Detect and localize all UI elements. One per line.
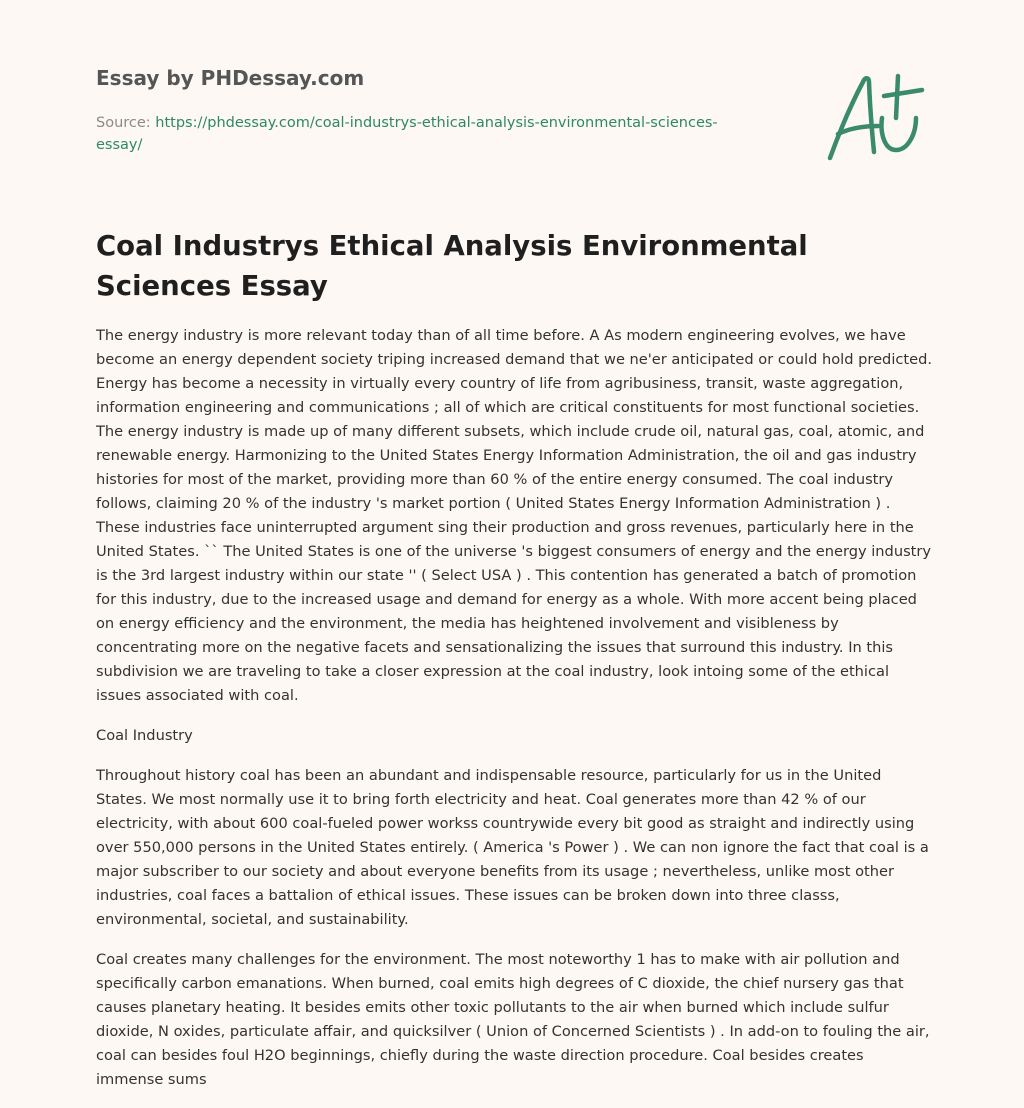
site-brand: Essay by PHDessay.com [96, 66, 365, 90]
essay-title: Coal Industrys Ethical Analysis Environmental Sciences Essay [96, 230, 808, 302]
intro-paragraph: The energy industry is more relevant today than of all time before. A As modern engineering evolves, we have become an energy dependent society triping increased demand that we ne'er anticipated or could hold predicted. Energy has become a necessity in virtually every country of life from agribusiness, transit, waste aggregation, information engineering and communications ; all of which are critical constituents for most functional societies. The energy industry is made up of many different subsets, which include crude oil, natural gas, coal, atomic, and renewable energy. Harmonizing to the United States Energy Information Administration, the oil and gas industry histories for most of the market, providing more than 60 % of the entire energy consumed. The coal industry follows, claiming 20 % of the industry 's market portion ( United States Energy Information Administration ) . These industries face uninterrupted argument sing their production and gross revenues, particularly here in the United States. `` The United States is one of the universe 's biggest consumers of energy and the energy industry is the 3rd largest industry within our state '' ( Select USA ) . This contention has generated a batch of promotion for this industry, due to the increased usage and demand for energy as a whole. With more accent being placed on energy efficiency and the environment, the media has heightened involvement and visibleness by concentrating more on the negative facets and sensationalizing the issues that surround this industry. In this subdivision we are traveling to take a closer expression at the coal industry, look intoing some of the ethical issues associated with coal. [96, 327, 933, 704]
source-link[interactable]: https://phdessay.com/coal-industrys-ethical-analysis-environmental-sciences-essay/ [96, 115, 718, 153]
section-heading: Coal Industry [96, 727, 193, 744]
body-paragraph: Coal creates many challenges for the environment. The most noteworthy 1 has to make with air pollution and specifically carbon emanations. When burned, coal emits high degrees of C dioxide, the chief nursery gas that causes planetary heating. It besides emits other toxic pollutants to the air when burned which include sulfur dioxide, N oxides, particulate affair, and quicksilver ( Union of Concerned Scientists ) . In add-on to fouling the air, coal can besides foul H2O beginnings, chiefly during the waste direction procedure. Coal besides creates immense sums [96, 951, 930, 1088]
essay-body [96, 324, 934, 1108]
a-plus-logo-icon [824, 68, 928, 164]
source-line [96, 112, 756, 156]
source-label: Source: [96, 115, 156, 131]
body-paragraph: Throughout history coal has been an abundant and indispensable resource, particularly for us in the United States. We most normally use it to bring forth electricity and heat. Coal generates more than 42 % of our electricity, with about 600 coal-fueled power workss countrywide every bit good as straight and indirectly using over 550,000 persons in the United States entirely. ( America 's Power ) . We can non ignore the fact that coal is a major subscriber to our society and about everyone benefits from its usage ; nevertheless, unlike most other industries, coal faces a battalion of ethical issues. These issues can be broken down into three classs, environmental, societal, and sustainability. [96, 767, 929, 928]
